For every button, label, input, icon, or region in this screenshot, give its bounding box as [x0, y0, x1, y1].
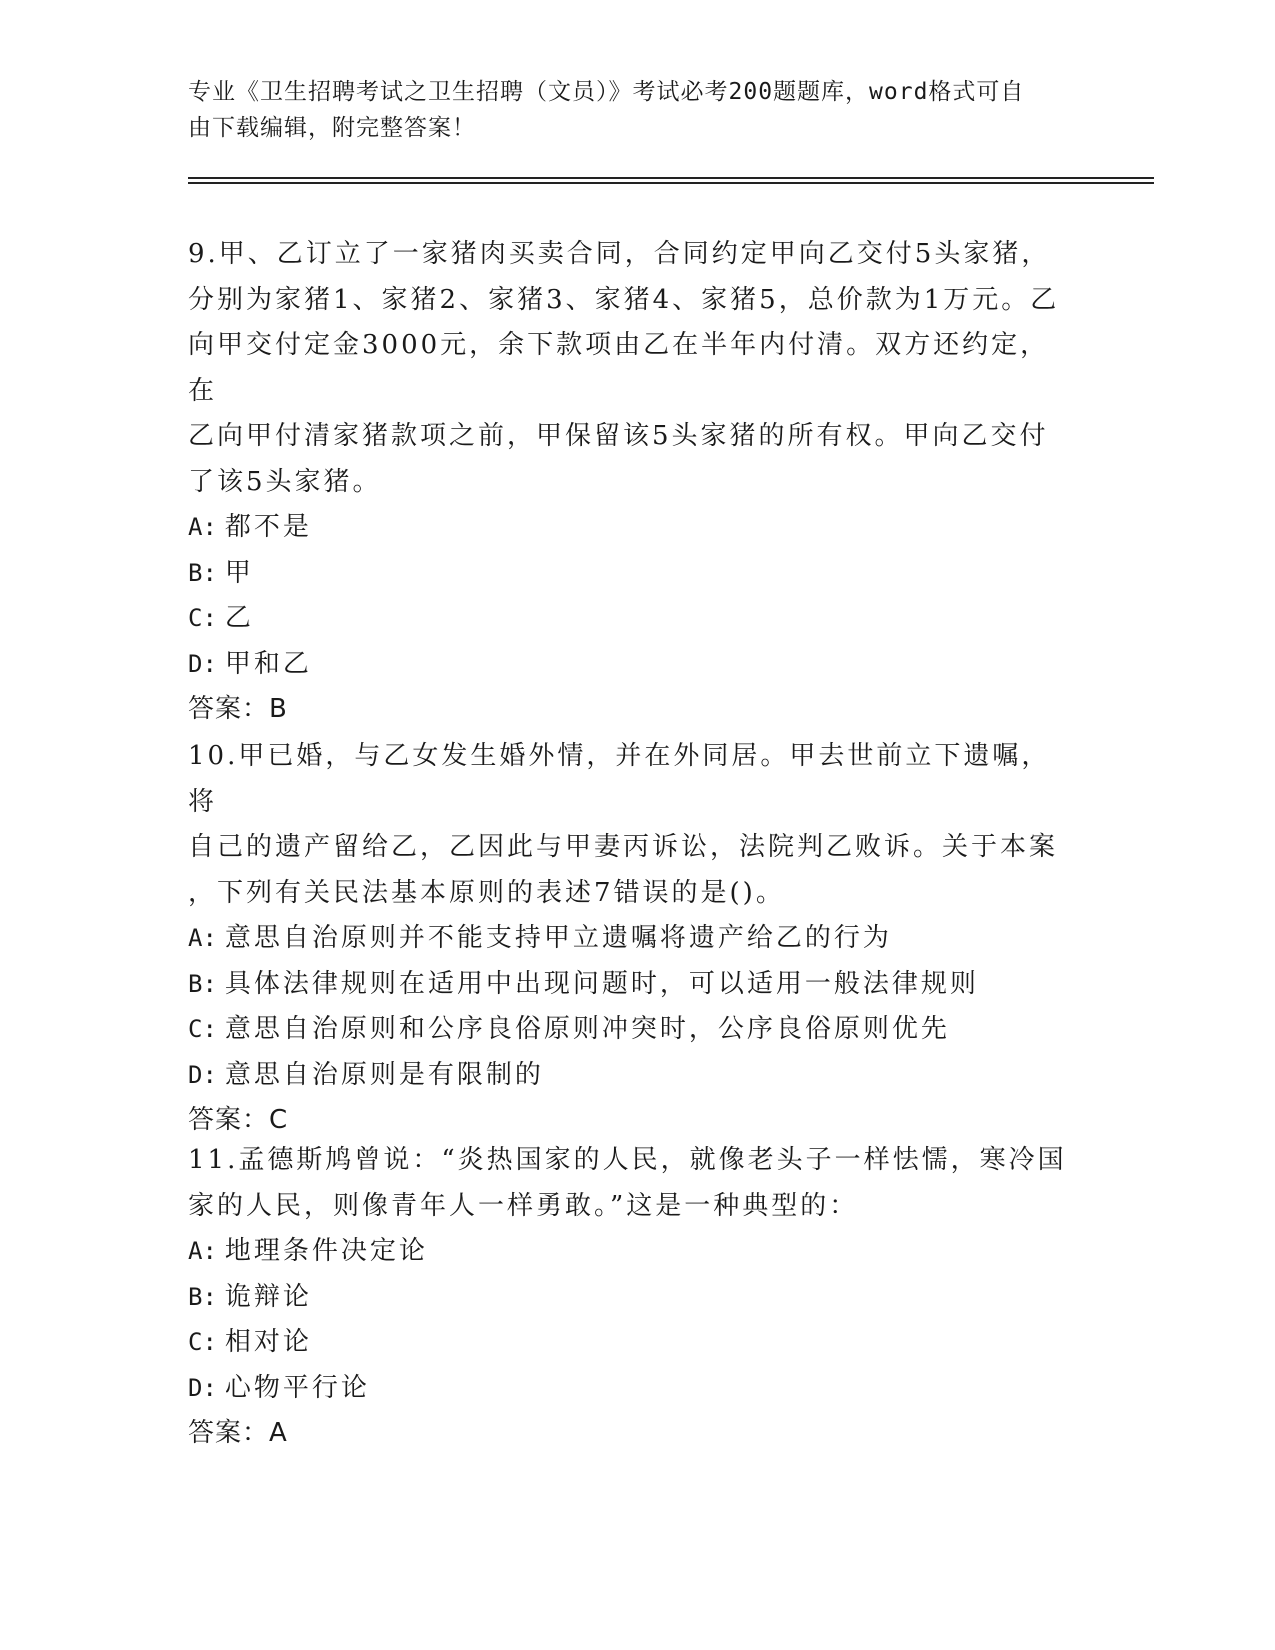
option-a: [188, 1229, 1078, 1275]
option-text: 具体法律规则在适用中出现问题时，可以适用一般法律规则: [224, 968, 979, 999]
option-letter: A:: [188, 924, 217, 952]
answer-label: 答案：B: [188, 694, 288, 724]
question-11: [188, 1138, 1078, 1457]
stem-line: 11.孟德斯鸠曾说：“炎热国家的人民，就像老头子一样怯懦，寒冷国: [188, 1145, 1067, 1175]
option-letter: A:: [188, 513, 217, 541]
stem-line: 乙向甲付清家猪款项之前，甲保留该5头家猪的所有权。甲向乙交付: [188, 421, 1049, 451]
option-text: 地理条件决定论: [224, 1236, 428, 1266]
option-text: 相对论: [224, 1327, 312, 1357]
question-10: [188, 734, 1078, 1144]
option-letter: D:: [188, 649, 217, 678]
option-d: [188, 1053, 1078, 1099]
option-text: 甲: [224, 557, 254, 588]
option-letter: C:: [188, 604, 217, 632]
option-letter: B:: [188, 558, 217, 587]
option-b: [188, 551, 1078, 597]
option-text: 诡辩论: [224, 1281, 312, 1312]
option-letter: D:: [188, 1373, 217, 1402]
stem-line: ，下列有关民法基本原则的表述7错误的是()。: [188, 877, 785, 908]
option-text: 意思自治原则并不能支持甲立遗嘱将遗产给乙的行为: [224, 923, 892, 953]
option-text: 意思自治原则是有限制的: [224, 1059, 544, 1090]
question-9: [188, 232, 1078, 733]
option-letter: B:: [188, 969, 217, 998]
option-d: [188, 642, 1078, 688]
stem-line: 9.甲、乙订立了一家猪肉买卖合同，合同约定甲向乙交付5头家猪，: [188, 239, 1051, 269]
option-text: 都不是: [224, 512, 312, 542]
header-line-2: 由下载编辑，附完整答案！: [188, 115, 476, 141]
stem-line: 向甲交付定金3000元，余下款项由乙在半年内付清。双方还约定，在: [188, 330, 1050, 406]
header-divider-top: [188, 177, 1154, 179]
question-stem: [188, 1138, 1078, 1229]
stem-line: 自己的遗产留给乙，乙因此与甲妻丙诉讼，法院判乙败诉。关于本案: [188, 832, 1059, 862]
option-a: [188, 505, 1078, 551]
stem-line: 分别为家猪1、家猪2、家猪3、家猪4、家猪5，总价款为1万元。乙: [188, 284, 1060, 315]
header-line-1: 专业《卫生招聘考试之卫生招聘（文员）》考试必考200题题库，word格式可自: [188, 79, 1025, 105]
option-letter: A:: [188, 1237, 217, 1265]
question-stem: [188, 734, 1078, 916]
option-text: 甲和乙: [224, 648, 312, 679]
option-letter: B:: [188, 1282, 217, 1311]
option-letter: C:: [188, 1328, 217, 1356]
option-text: 意思自治原则和公序良俗原则冲突时，公序良俗原则优先: [224, 1014, 950, 1044]
option-letter: D:: [188, 1060, 217, 1089]
option-d: [188, 1366, 1078, 1412]
option-b: [188, 1275, 1078, 1321]
option-text: 心物平行论: [224, 1372, 370, 1403]
stem-line: 家的人民，则像青年人一样勇敢。”这是一种典型的：: [188, 1190, 859, 1221]
question-stem: [188, 232, 1078, 505]
stem-line: 10.甲已婚，与乙女发生婚外情，并在外同居。甲去世前立下遗嘱，将: [188, 741, 1051, 817]
answer-label: 答案：C: [188, 1105, 289, 1135]
option-c: [188, 1320, 1078, 1366]
document-header: [188, 74, 1068, 146]
option-text: 乙: [224, 603, 254, 633]
stem-line: 了该5头家猪。: [188, 466, 382, 497]
option-a: [188, 916, 1078, 962]
answer-label: 答案：A: [188, 1418, 288, 1448]
option-c: [188, 596, 1078, 642]
option-letter: C:: [188, 1015, 217, 1043]
header-divider-bottom: [188, 182, 1154, 184]
option-c: [188, 1007, 1078, 1053]
option-b: [188, 962, 1078, 1008]
